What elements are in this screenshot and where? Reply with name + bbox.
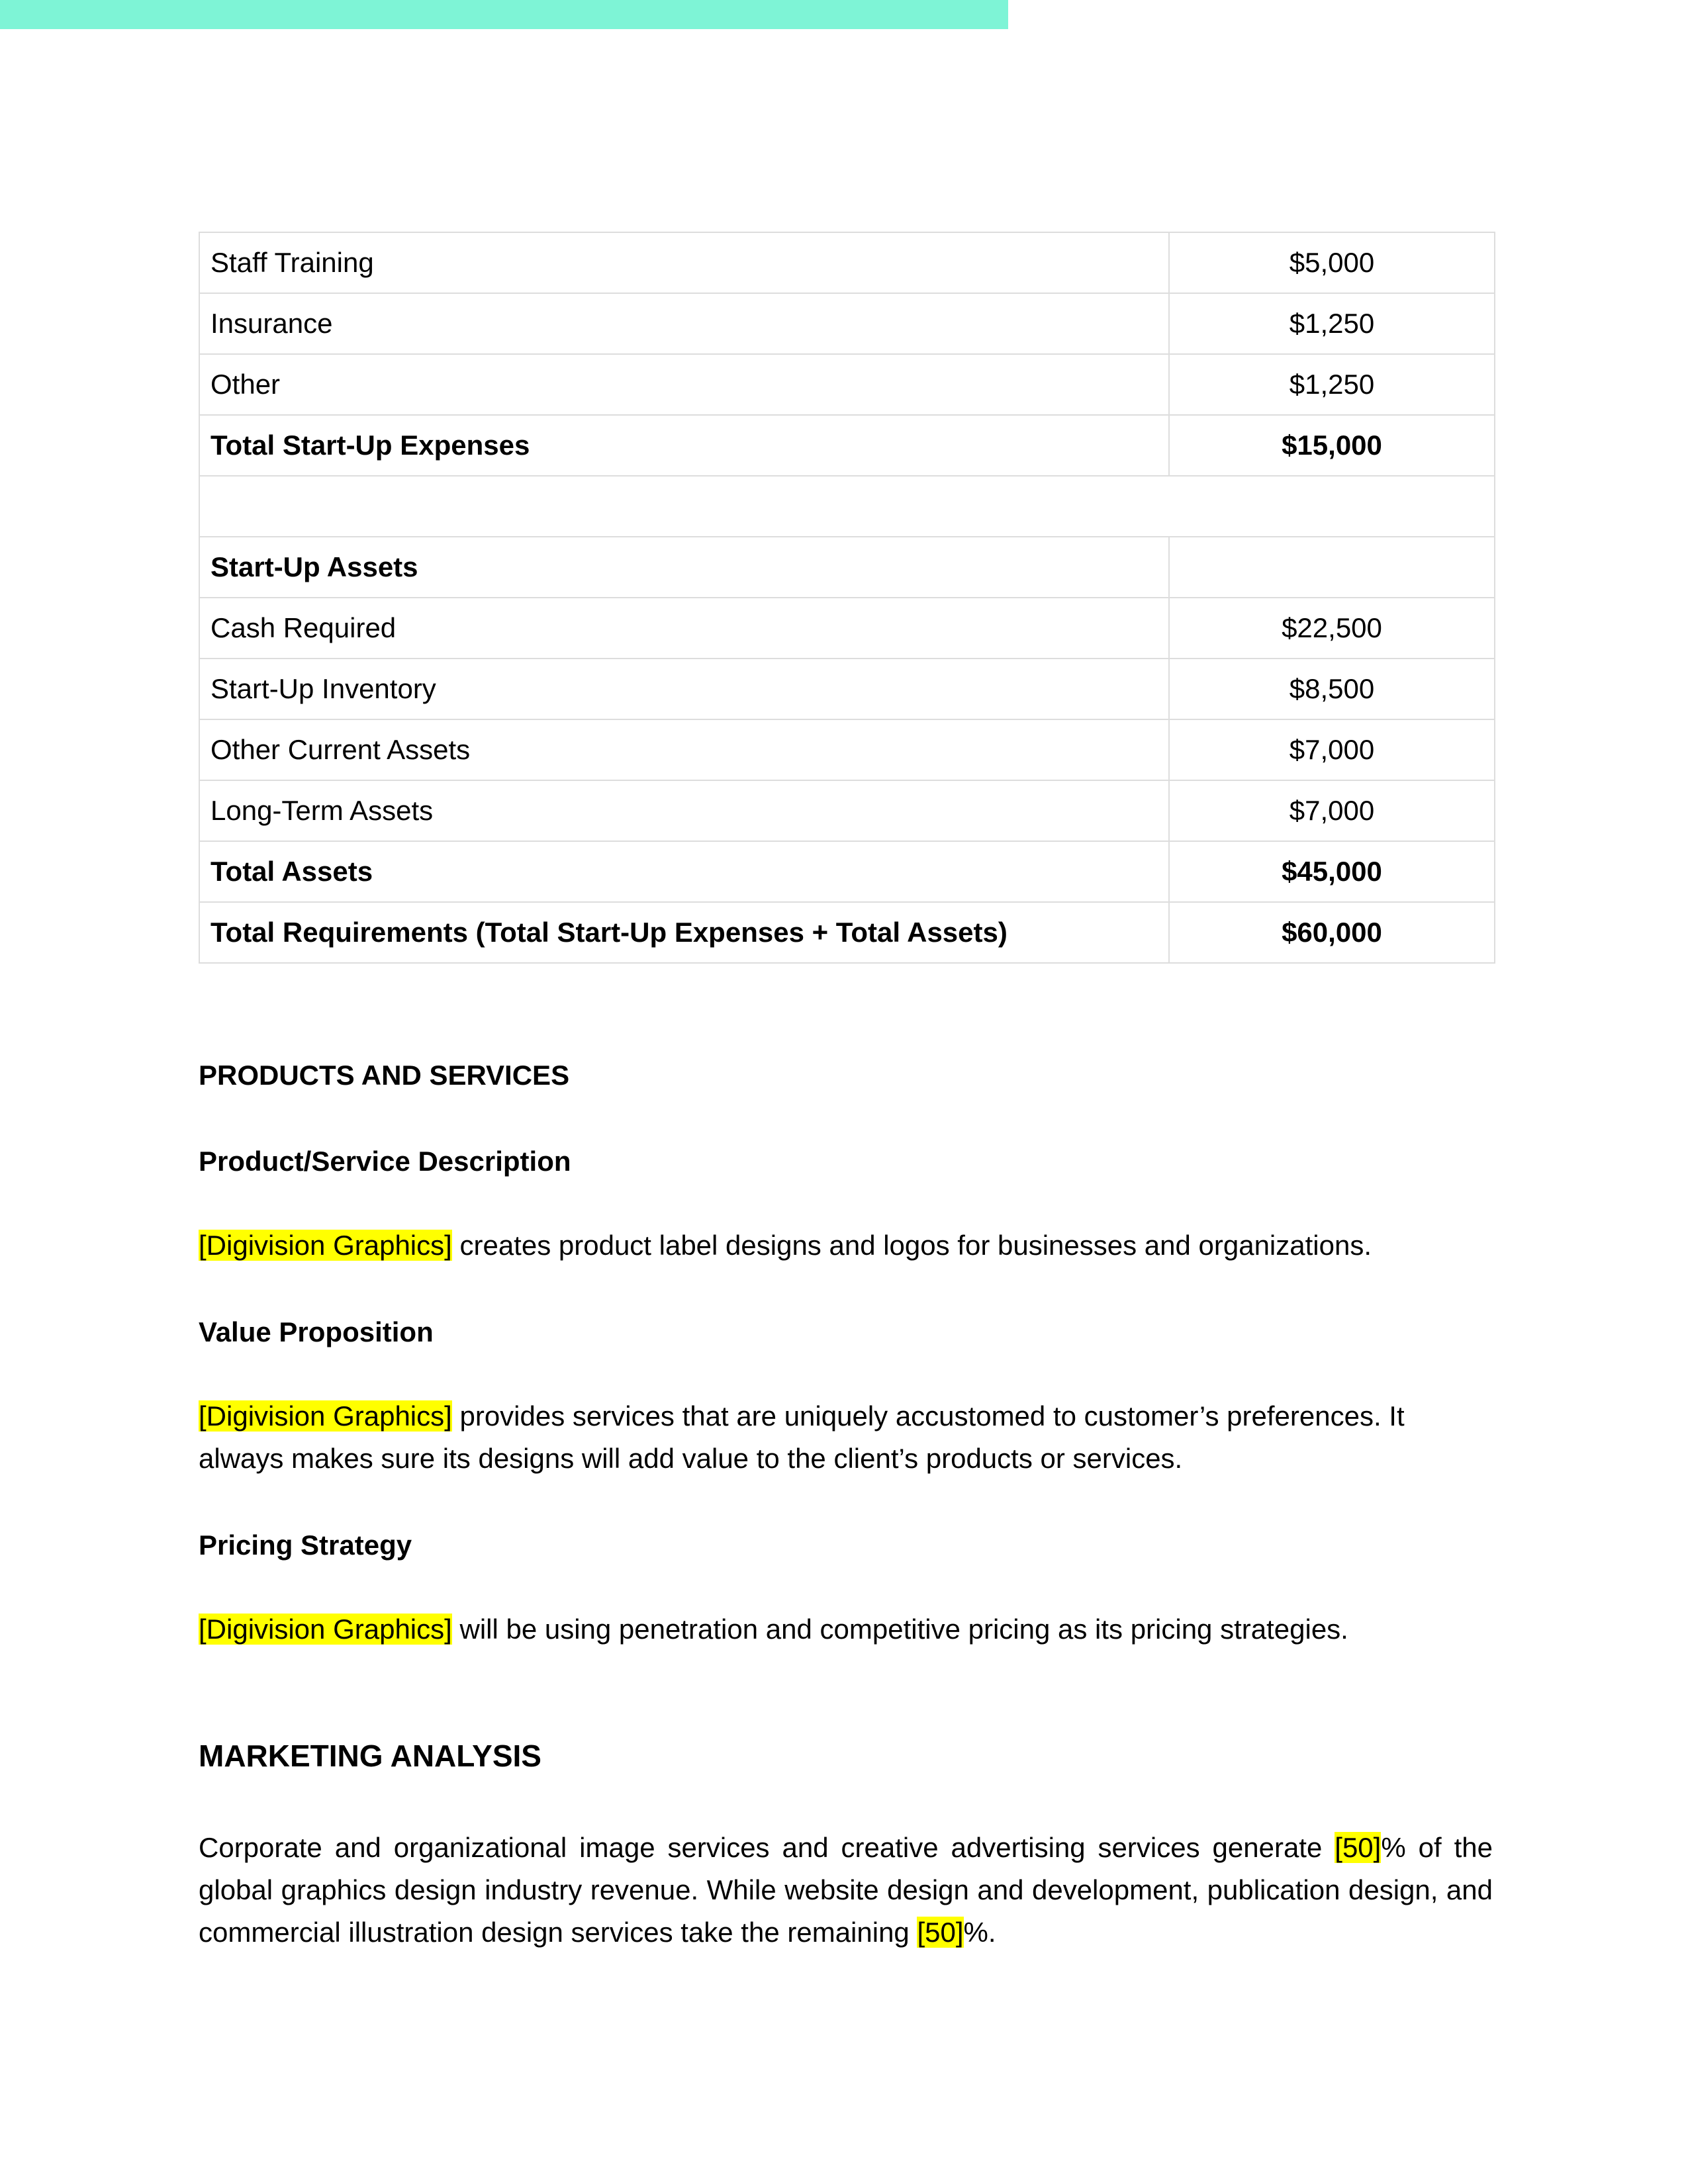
row-label: Cash Required <box>199 598 1169 659</box>
row-label: Start-Up Assets <box>199 537 1169 598</box>
table-row <box>199 719 1495 780</box>
company-name-highlight: [Digivision Graphics] <box>199 1400 452 1432</box>
table-row-section-header <box>199 537 1495 598</box>
document-content <box>199 232 1493 1948</box>
row-label: Long-Term Assets <box>199 780 1169 841</box>
product-description-heading: Product/Service Description <box>199 1146 571 1177</box>
row-label: Other <box>199 354 1169 415</box>
marketing-analysis-heading: MARKETING ANALYSIS <box>199 1739 541 1773</box>
row-label: Other Current Assets <box>199 719 1169 780</box>
row-label: Total Requirements (Total Start-Up Expenses + Total Assets) <box>199 902 1169 963</box>
company-name-highlight: [Digivision Graphics] <box>199 1230 452 1261</box>
table-row <box>199 598 1495 659</box>
paragraph-text: will be using penetration and competitive pricing as its pricing strategies. <box>451 1614 1348 1645</box>
value-proposition-heading: Value Proposition <box>199 1316 434 1347</box>
table-row <box>199 780 1495 841</box>
value-proposition-text <box>199 1395 1493 1480</box>
paragraph-text: provides services that are uniquely accustomed to customer’s preferences. It always makes sure its designs will add value to the client’s products or services. <box>199 1400 1405 1474</box>
percentage-highlight: [50] <box>917 1917 964 1948</box>
row-value <box>1169 537 1495 598</box>
row-label: Insurance <box>199 293 1169 354</box>
row-value: $15,000 <box>1169 415 1495 476</box>
company-name-highlight: [Digivision Graphics] <box>199 1614 452 1645</box>
empty-cell <box>199 476 1495 537</box>
table-row-total <box>199 841 1495 902</box>
product-description-text <box>199 1224 1493 1267</box>
row-value: $1,250 <box>1169 354 1495 415</box>
pricing-strategy-heading: Pricing Strategy <box>199 1529 412 1561</box>
percentage-highlight: [50] <box>1335 1832 1382 1863</box>
table-row <box>199 659 1495 719</box>
table-row <box>199 354 1495 415</box>
row-value: $22,500 <box>1169 598 1495 659</box>
table-row <box>199 232 1495 293</box>
row-value: $7,000 <box>1169 780 1495 841</box>
paragraph-text: % of the global graphics design industry revenue. While website design and development, publication design, and commercial illustration design services take the remaining <box>199 1832 1493 1948</box>
table-row-total <box>199 902 1495 963</box>
row-label: Total Assets <box>199 841 1169 902</box>
top-accent-bar <box>0 0 1008 29</box>
row-label: Total Start-Up Expenses <box>199 415 1169 476</box>
products-services-heading: PRODUCTS AND SERVICES <box>199 1060 570 1091</box>
row-value: $8,500 <box>1169 659 1495 719</box>
row-label: Start-Up Inventory <box>199 659 1169 719</box>
row-value: $60,000 <box>1169 902 1495 963</box>
table-row-empty <box>199 476 1495 537</box>
paragraph-text: creates product label designs and logos for businesses and organizations. <box>451 1230 1372 1261</box>
table-row <box>199 293 1495 354</box>
table-row-total <box>199 415 1495 476</box>
paragraph-text: Corporate and organizational image services and creative advertising services generate <box>199 1832 1335 1863</box>
row-label: Staff Training <box>199 232 1169 293</box>
marketing-analysis-text <box>199 1827 1493 1954</box>
row-value: $5,000 <box>1169 232 1495 293</box>
row-value: $7,000 <box>1169 719 1495 780</box>
paragraph-text: %. <box>963 1917 996 1948</box>
row-value: $1,250 <box>1169 293 1495 354</box>
pricing-strategy-text <box>199 1608 1493 1651</box>
startup-expenses-table <box>199 232 1495 964</box>
row-value: $45,000 <box>1169 841 1495 902</box>
